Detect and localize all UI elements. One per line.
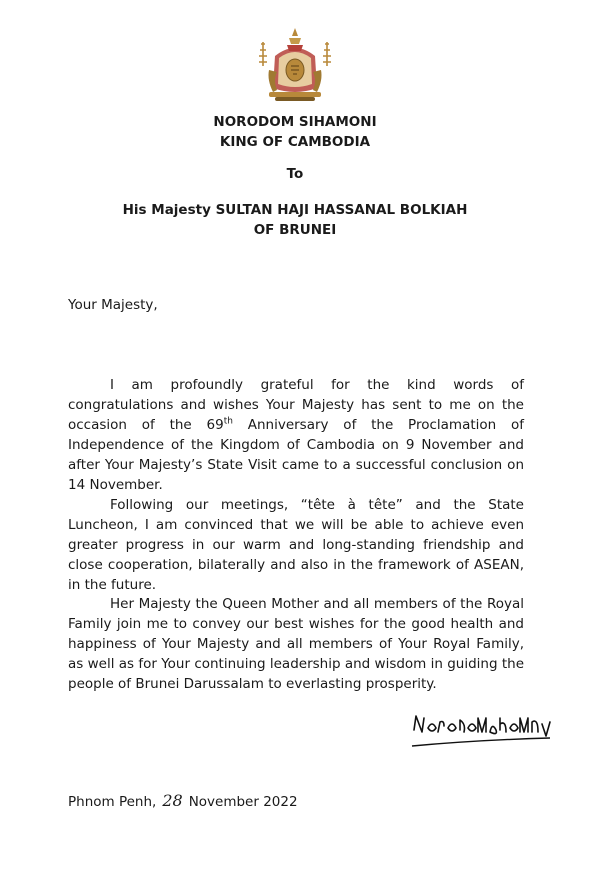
salutation: Your Majesty, [68, 297, 158, 313]
sender-heading [0, 112, 590, 152]
to-label: To [286, 166, 304, 182]
royal-crest-icon [257, 26, 333, 104]
paragraph-1-after: Anniversary of the Proclamation of Independence of the Kingdom of Cambodia on 9 November and after Your Majesty’s State Visit came to a successful conclusion on 14 November. [68, 417, 524, 493]
closing-place: Phnom Penh, [68, 794, 157, 810]
recipient-heading [0, 200, 590, 240]
recipient-line-1: His Majesty SULTAN HAJI HASSANAL BOLKIAH [122, 202, 468, 218]
paragraph-3: Her Majesty the Queen Mother and all members of the Royal Family join me to convey our best wishes for the good health and happiness of Your Majesty and all members of Your Royal Family, as well as for Your continuing leadership and wisdom in guiding the people of Brunei Darussalam to everlasting prosperity. [68, 596, 524, 692]
sender-title: KING OF CAMBODIA [219, 134, 371, 150]
handwritten-signature [408, 706, 556, 754]
paragraph-1-before: I am profoundly grateful for the kind words of congratulations and wishes Your Majesty has sent to me on the occasion of the 69 [68, 377, 524, 433]
recipient-line-2: OF BRUNEI [253, 222, 337, 238]
closing-month-year: November 2022 [188, 794, 298, 810]
paragraph-1-ordinal: th [223, 416, 233, 427]
sender-name: NORODOM SIHAMONI [213, 114, 377, 130]
paragraph-1 [68, 375, 524, 495]
closing-line [68, 791, 298, 810]
closing-day: 28 [162, 791, 183, 810]
paragraph-2: Following our meetings, “tête à tête” and the State Luncheon, I am convinced that we will be able to achieve even greater progress in our warm and long-standing friendship and close cooperation, bilaterally and also in the framework of ASEAN, in the future. [68, 497, 524, 593]
